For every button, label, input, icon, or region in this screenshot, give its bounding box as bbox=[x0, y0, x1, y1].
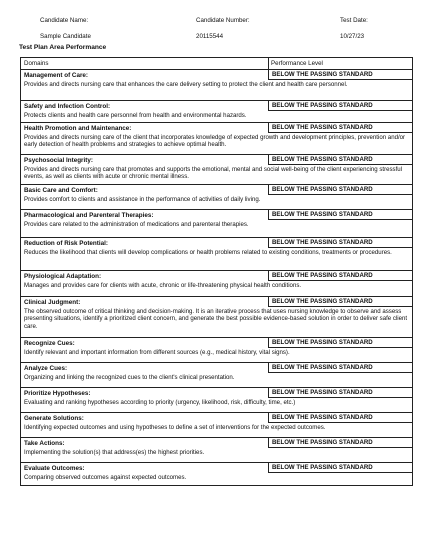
domain-name: Take Actions: bbox=[24, 440, 65, 447]
table-row bbox=[21, 413, 412, 438]
table-row bbox=[21, 155, 412, 185]
performance-level: BELOW THE PASSING STANDARD bbox=[268, 388, 412, 398]
performance-level: BELOW THE PASSING STANDARD bbox=[268, 101, 412, 111]
performance-level: BELOW THE PASSING STANDARD bbox=[268, 363, 412, 373]
column-divider bbox=[268, 58, 269, 69]
domain-description: The observed outcome of critical thinking and decision-making. It is an iterative process that uses nursing knowledge to observe and assess presenting situations, identify a prioritized client concern, and generate the best possible evidence-based solution in order to deliver safe client care. bbox=[24, 308, 408, 330]
performance-level: BELOW THE PASSING STANDARD bbox=[268, 210, 412, 220]
performance-level: BELOW THE PASSING STANDARD bbox=[268, 297, 412, 307]
performance-level: BELOW THE PASSING STANDARD bbox=[268, 463, 412, 473]
domain-description: Implementing the solution(s) that address(es) the highest priorities. bbox=[24, 449, 205, 456]
col-header-domains: Domains bbox=[24, 60, 49, 67]
table-row bbox=[21, 210, 412, 238]
table-row bbox=[21, 271, 412, 297]
performance-level: BELOW THE PASSING STANDARD bbox=[268, 271, 412, 281]
domain-description: Provides and directs nursing care of the client that incorporates knowledge of expected growth and development principles, prevention and/or early detection of health problems and strategies to achieve optimal health. bbox=[24, 134, 406, 149]
candidate-number: 20115544 bbox=[196, 33, 224, 40]
domain-name: Analyze Cues: bbox=[24, 365, 68, 372]
col-header-level: Performance Level bbox=[271, 60, 323, 67]
table-row bbox=[21, 463, 412, 485]
performance-level: BELOW THE PASSING STANDARD bbox=[268, 185, 412, 195]
table-row bbox=[21, 438, 412, 463]
domain-name: Evaluate Outcomes: bbox=[24, 465, 85, 472]
table-row bbox=[21, 238, 412, 271]
table-row bbox=[21, 185, 412, 210]
domain-description: Reduces the likelihood that clients will develop complications or health problems related to existing conditions, treatments or procedures. bbox=[24, 249, 392, 256]
domain-description: Identify relevant and important information from different sources (e.g., medical history, vital signs). bbox=[24, 349, 290, 356]
performance-table bbox=[20, 57, 413, 486]
performance-level: BELOW THE PASSING STANDARD bbox=[268, 438, 412, 448]
test-date-label: Test Date: bbox=[340, 17, 368, 24]
domain-name: Management of Care: bbox=[24, 72, 89, 79]
domain-description: Organizing and linking the recognized cues to the client's clinical presentation. bbox=[24, 374, 235, 381]
table-row bbox=[21, 101, 412, 123]
candidate-name-label: Candidate Name: bbox=[40, 17, 89, 24]
candidate-number-label: Candidate Number: bbox=[196, 17, 250, 24]
domain-name: Psychosocial Integrity: bbox=[24, 157, 93, 164]
table-header bbox=[21, 58, 412, 70]
domain-name: Recognize Cues: bbox=[24, 340, 75, 347]
performance-level: BELOW THE PASSING STANDARD bbox=[268, 413, 412, 423]
domain-name: Basic Care and Comfort: bbox=[24, 187, 98, 194]
table-row bbox=[21, 297, 412, 338]
performance-level: BELOW THE PASSING STANDARD bbox=[268, 123, 412, 133]
table-row bbox=[21, 388, 412, 413]
domain-name: Physiological Adaptation: bbox=[24, 273, 102, 280]
domain-description: Provides and directs nursing care that enhances the care delivery setting to protect the client and health care personnel. bbox=[24, 81, 348, 88]
table-row bbox=[21, 338, 412, 363]
domain-description: Evaluating and ranking hypotheses according to priority (urgency, likelihood, risk, difficulty, time, etc.) bbox=[24, 399, 296, 406]
table-row bbox=[21, 123, 412, 155]
domain-name: Health Promotion and Maintenance: bbox=[24, 125, 132, 132]
performance-level: BELOW THE PASSING STANDARD bbox=[268, 155, 412, 165]
domain-name: Generate Solutions: bbox=[24, 415, 84, 422]
domain-name: Clinical Judgment: bbox=[24, 299, 81, 306]
performance-level: BELOW THE PASSING STANDARD bbox=[268, 338, 412, 348]
domain-description: Provides comfort to clients and assistance in the performance of activities of daily living. bbox=[24, 196, 261, 203]
table-row bbox=[21, 70, 412, 101]
domain-name: Pharmacological and Parenteral Therapies: bbox=[24, 212, 154, 219]
performance-level: BELOW THE PASSING STANDARD bbox=[268, 70, 412, 80]
candidate-name: Sample Candidate bbox=[40, 33, 91, 40]
test-date: 10/27/23 bbox=[340, 33, 365, 40]
domain-description: Manages and provides care for clients with acute, chronic or life-threatening physical health conditions. bbox=[24, 282, 302, 289]
domain-description: Provides care related to the administration of medications and parenteral therapies. bbox=[24, 221, 249, 228]
domain-name: Reduction of Risk Potential: bbox=[24, 240, 108, 247]
domain-description: Comparing observed outcomes against expected outcomes. bbox=[24, 474, 187, 481]
domain-description: Provides and directs nursing care that promotes and supports the emotional, mental and social well-being of the client experiencing stressful events, as well as clients with acute or chronic mental illness. bbox=[24, 166, 403, 181]
performance-level: BELOW THE PASSING STANDARD bbox=[268, 238, 412, 248]
domain-description: Protects clients and health care personnel from health and environmental hazards. bbox=[24, 112, 247, 119]
domain-name: Prioritize Hypotheses: bbox=[24, 390, 91, 397]
domain-name: Safety and Infection Control: bbox=[24, 103, 111, 110]
section-title: Test Plan Area Performance bbox=[19, 44, 107, 51]
domain-description: Identifying expected outcomes and using hypotheses to define a set of interventions for the expected outcomes. bbox=[24, 424, 326, 431]
table-row bbox=[21, 363, 412, 388]
